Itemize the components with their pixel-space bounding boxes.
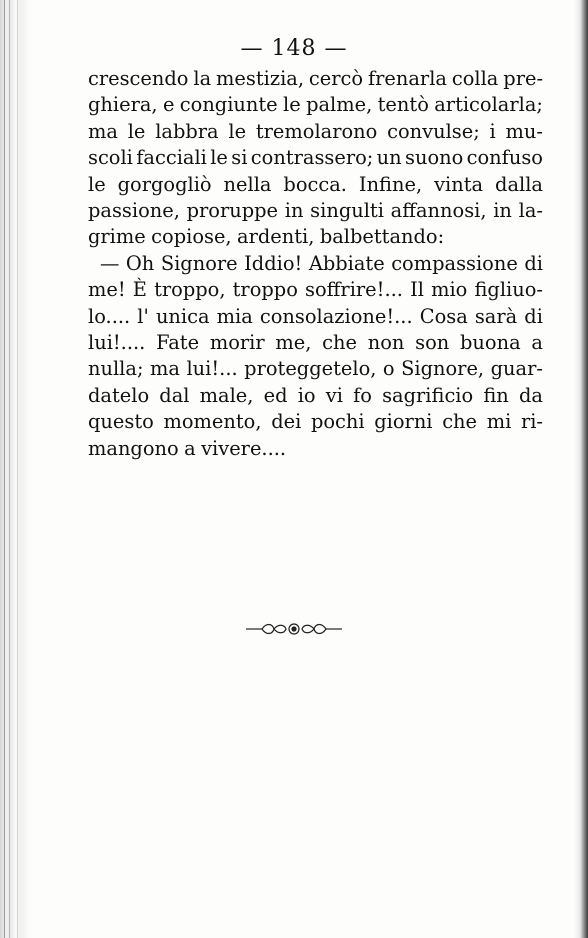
word: vi — [325, 383, 343, 407]
word: mestizia, — [216, 67, 304, 90]
word: di — [524, 251, 543, 275]
word: sarà — [474, 304, 518, 328]
word: questo — [88, 410, 154, 434]
word: in — [284, 199, 304, 223]
word: mi — [486, 410, 512, 434]
text-line — [88, 172, 543, 198]
spine-line — [9, 0, 10, 938]
word: buona — [460, 331, 521, 355]
word: bocca. — [283, 172, 347, 196]
word: convulse; — [387, 119, 480, 143]
word: palme, — [306, 93, 373, 117]
word: singulti — [310, 199, 384, 223]
text-line — [88, 304, 543, 330]
word: datelo — [88, 383, 150, 407]
word: pre- — [503, 67, 543, 90]
text-line — [88, 383, 543, 409]
word: la- — [518, 199, 543, 223]
word: son — [415, 331, 450, 355]
word: figliuo- — [474, 278, 543, 302]
word: si — [231, 146, 248, 170]
word: ma — [88, 119, 118, 143]
word: suono — [405, 146, 464, 170]
word: ghiera, — [88, 93, 158, 117]
text-line — [88, 198, 543, 224]
word: lui!.... — [88, 331, 146, 355]
word: unica — [155, 304, 210, 328]
word: non — [367, 331, 405, 355]
text-line — [88, 277, 543, 303]
word: frenarla — [367, 67, 447, 90]
word: nulla; — [88, 357, 144, 381]
word: Abbiate — [308, 251, 385, 275]
word: copiose, — [151, 225, 232, 249]
spine-line — [17, 0, 18, 938]
body-text — [88, 66, 543, 462]
word: morir — [209, 331, 265, 355]
word: lo.... — [88, 304, 131, 328]
text-line — [88, 330, 543, 356]
word: troppo, — [154, 278, 226, 302]
word: dalla — [495, 172, 543, 196]
word: me! — [88, 278, 126, 302]
word: male, — [199, 383, 254, 407]
word: scoli — [88, 146, 133, 170]
word: Cosa — [419, 304, 468, 328]
word: ri- — [520, 410, 543, 434]
word: che — [322, 331, 357, 355]
text-line — [88, 66, 543, 92]
word: fo — [353, 383, 372, 407]
word: me, — [275, 331, 312, 355]
word: compassione — [391, 251, 518, 275]
word: ma — [150, 357, 180, 381]
word: Signore — [160, 251, 238, 275]
word: mia — [216, 304, 253, 328]
word: a — [531, 331, 543, 355]
word: consolazione!... — [259, 304, 413, 328]
word: fin — [483, 383, 509, 407]
word: crescendo — [88, 67, 189, 90]
word: mio — [431, 278, 468, 302]
word: balbettando: — [319, 225, 445, 249]
word: — — [100, 251, 120, 275]
text-line — [88, 224, 543, 250]
word: di — [524, 304, 543, 328]
word: proruppe — [186, 199, 279, 223]
word: la — [193, 67, 212, 90]
word: le — [283, 93, 301, 117]
word: le — [88, 172, 106, 196]
word: facciali — [136, 146, 207, 170]
word: io — [297, 383, 316, 407]
word: tentò — [377, 93, 429, 117]
word: contrassero; — [250, 146, 374, 170]
word: ed — [263, 383, 288, 407]
word: Iddio! — [244, 251, 303, 275]
page-right-edge-shadow — [574, 0, 588, 938]
word: lui!... — [186, 357, 238, 381]
word: tremolarono — [255, 119, 378, 143]
word: cercò — [308, 67, 364, 90]
word: affannosi, — [390, 199, 487, 223]
word: un — [376, 146, 402, 170]
tailpiece-svg — [244, 619, 344, 639]
word: passione, — [88, 199, 180, 223]
word: l' — [137, 304, 149, 328]
text-line — [88, 251, 543, 277]
word: in — [493, 199, 512, 223]
word: le — [127, 119, 146, 143]
decorative-tailpiece-icon — [0, 619, 588, 639]
word: Oh — [125, 251, 155, 275]
text-line — [88, 436, 543, 462]
page-number-header: — 148 — — [240, 36, 348, 61]
text-line — [88, 119, 543, 145]
word: a — [184, 436, 196, 460]
text-line — [88, 409, 543, 435]
word: Infine, — [358, 172, 423, 196]
word: guar- — [490, 357, 543, 381]
page-spine-shadow — [0, 0, 30, 938]
spine-line — [4, 0, 5, 938]
word: troppo — [232, 278, 298, 302]
word: le — [228, 119, 247, 143]
word: o — [382, 357, 395, 381]
word: i — [489, 119, 496, 143]
word: congiunte — [179, 93, 278, 117]
word: ardenti, — [237, 225, 315, 249]
word: giorni — [374, 410, 433, 434]
word: gorgogliò — [117, 172, 212, 196]
word: nella — [223, 172, 272, 196]
word: proteggetelo, — [244, 357, 377, 381]
word: articolarla; — [434, 93, 543, 117]
word: dal — [159, 383, 190, 407]
word: vivere.... — [201, 436, 287, 460]
word: momento, — [163, 410, 262, 434]
word: Il — [410, 278, 424, 302]
word: soffrire!... — [305, 278, 403, 302]
word: colla — [451, 67, 499, 90]
word: Fate — [156, 331, 200, 355]
text-line — [88, 145, 543, 171]
word: mangono — [88, 436, 179, 460]
word: labbra — [155, 119, 219, 143]
word: confuso — [466, 146, 543, 170]
word: dei — [271, 410, 302, 434]
text-line — [88, 92, 543, 118]
word: grime — [88, 225, 146, 249]
word: sagrificio — [382, 383, 474, 407]
text-line — [88, 356, 543, 382]
word: Signore, — [401, 357, 485, 381]
word: pochi — [310, 410, 365, 434]
word: vinta — [434, 172, 484, 196]
word: da — [518, 383, 543, 407]
word: È — [132, 278, 147, 302]
word: le — [210, 146, 228, 170]
word: che — [442, 410, 478, 434]
word: mu- — [505, 119, 543, 143]
word: e — [162, 93, 175, 117]
